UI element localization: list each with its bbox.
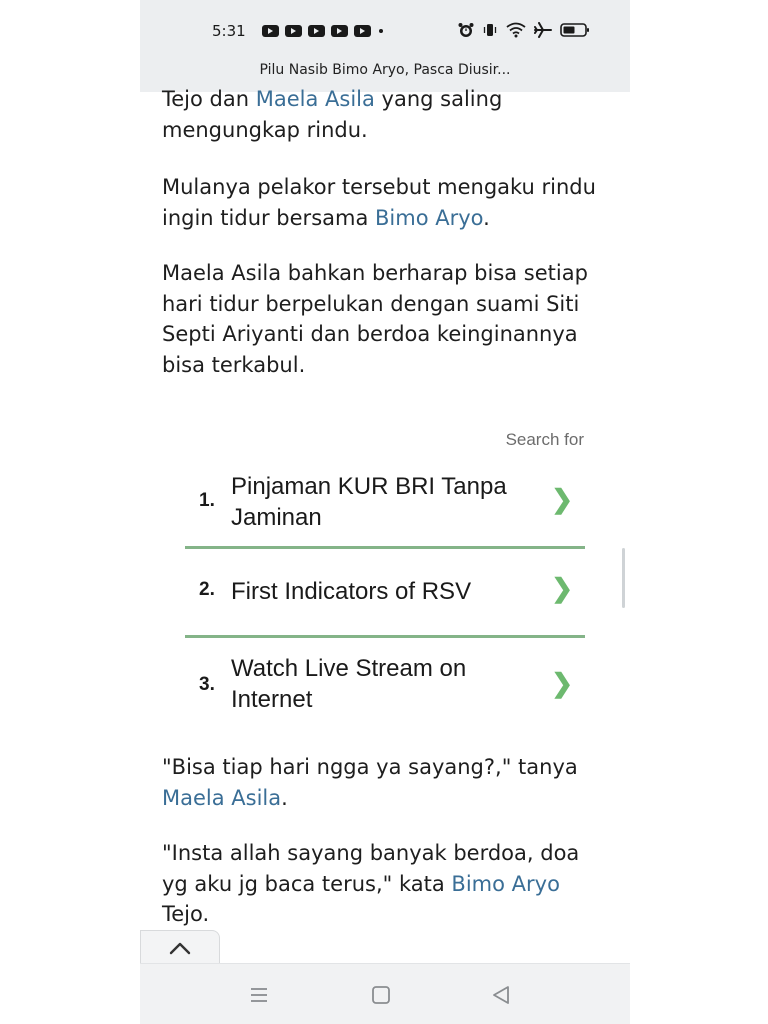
paragraph-text: yang saling mengungkap rindu. — [162, 87, 503, 142]
back-icon — [488, 982, 514, 1008]
search-for-label: Search for — [505, 430, 584, 449]
paragraph-text: Tejo. — [162, 902, 210, 926]
item-label: First Indicators of RSV — [231, 578, 472, 605]
menu-icon — [246, 982, 272, 1008]
scrollbar-thumb[interactable] — [622, 548, 625, 608]
home-button[interactable] — [368, 982, 394, 1008]
article-paragraph — [162, 752, 607, 813]
airplane-icon — [534, 22, 552, 38]
paragraph-text: . — [483, 205, 490, 230]
home-icon — [368, 982, 394, 1008]
related-search-list — [185, 460, 585, 728]
youtube-icon — [331, 25, 348, 37]
item-label: Watch Live Stream on Internet — [231, 655, 467, 713]
alarm-icon — [458, 22, 474, 38]
chevron-right-icon: ❯ — [551, 573, 573, 603]
page-title: Pilu Nasib Bimo Aryo, Pasca Diusir... — [259, 62, 511, 78]
article-paragraph: Maela Asila bahkan berharap bisa setiap hari tidur berpelukan dengan suami Siti Septi Ariyanti dan berdoa keinginannya bisa terkabul. — [162, 261, 588, 377]
recent-apps-button[interactable] — [246, 982, 272, 1008]
phone-screen — [140, 0, 630, 1024]
youtube-icon — [354, 25, 371, 37]
wifi-icon — [506, 22, 526, 38]
chevron-right-icon: ❯ — [551, 484, 573, 514]
vibrate-icon — [482, 22, 498, 38]
system-icons — [458, 22, 590, 38]
youtube-icon — [308, 25, 325, 37]
paragraph-text: . — [281, 785, 288, 810]
item-number: 2. — [199, 579, 215, 600]
notification-icons — [262, 25, 383, 37]
back-to-top-icon — [169, 941, 191, 955]
battery-icon — [560, 22, 590, 38]
related-search-item-3[interactable] — [185, 638, 585, 728]
paragraph-text: "Insta allah sayang banyak berdoa, doa yg aku jg baca terus," kata — [162, 841, 580, 896]
article-link-maela-asila[interactable]: Maela Asila — [162, 785, 282, 810]
related-search-item-1[interactable] — [185, 460, 585, 549]
back-button[interactable] — [488, 982, 514, 1008]
navigation-bar — [140, 963, 630, 1024]
item-number: 1. — [199, 490, 215, 511]
youtube-icon — [285, 25, 302, 37]
youtube-icon — [262, 25, 279, 37]
paragraph-text: Mulanya pelakor tersebut mengaku rindu ingin tidur bersama — [162, 175, 596, 230]
status-time: 5:31 — [212, 22, 246, 40]
article-paragraph — [162, 84, 607, 145]
article-link-bimo-aryo[interactable]: Bimo Aryo — [451, 871, 560, 896]
more-notifications-dot-icon — [379, 29, 383, 33]
article-link-bimo-aryo[interactable]: Bimo Aryo — [375, 205, 484, 230]
article-paragraph — [162, 172, 607, 233]
item-label: Pinjaman KUR BRI Tanpa Jaminan — [231, 473, 507, 531]
item-number: 3. — [199, 674, 215, 695]
related-search-item-2[interactable] — [185, 549, 585, 638]
article-paragraph — [162, 838, 607, 930]
chevron-right-icon: ❯ — [551, 668, 573, 698]
paragraph-text: Tejo dan — [162, 87, 256, 111]
back-to-top-button[interactable] — [140, 930, 220, 965]
article-link-maela-asila[interactable]: Maela Asila — [255, 87, 375, 111]
status-bar — [140, 0, 630, 92]
paragraph-text: "Bisa tiap hari ngga ya sayang?," tanya — [162, 755, 578, 779]
